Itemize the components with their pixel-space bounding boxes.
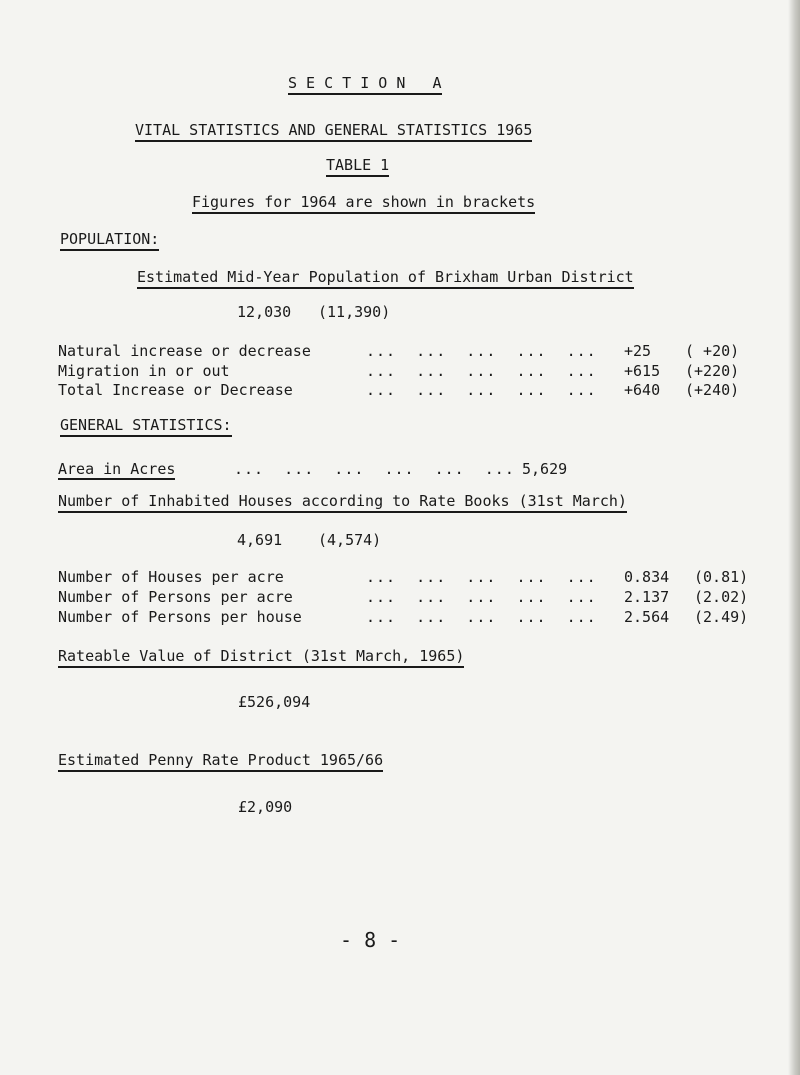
document-title: VITAL STATISTICS AND GENERAL STATISTICS 1965	[135, 121, 532, 142]
leader-dots: ... ... ... ... ...	[366, 381, 597, 399]
table-row	[58, 588, 758, 608]
page-number: - 8 -	[340, 928, 401, 952]
row-value: +25	[624, 342, 652, 360]
table-row	[58, 342, 758, 362]
population-previous: (11,390)	[318, 303, 391, 321]
row-label: Total Increase or Decrease	[58, 381, 293, 399]
table-row	[58, 568, 758, 588]
row-previous: (2.49)	[694, 608, 749, 626]
area-row	[58, 460, 758, 480]
table-row	[58, 608, 758, 628]
population-value: 12,030	[237, 303, 292, 321]
leader-dots: ... ... ... ... ...	[366, 608, 597, 626]
population-heading: POPULATION:	[60, 230, 159, 251]
row-label: Number of Houses per acre	[58, 568, 284, 586]
row-label: Number of Persons per acre	[58, 588, 293, 606]
row-value: +640	[624, 381, 661, 399]
row-previous: (0.81)	[694, 568, 749, 586]
table-label: TABLE 1	[326, 156, 389, 177]
table-row	[58, 381, 758, 401]
brackets-note: Figures for 1964 are shown in brackets	[192, 193, 535, 214]
row-value: 2.564	[624, 608, 670, 626]
row-value: 0.834	[624, 568, 670, 586]
area-label: Area in Acres	[58, 460, 176, 478]
row-value: +615	[624, 362, 661, 380]
houses-value: 4,691	[237, 531, 283, 549]
rateable-heading: Rateable Value of District (31st March, 1965)	[58, 647, 464, 668]
row-label: Number of Persons per house	[58, 608, 302, 626]
area-value: 5,629	[522, 460, 568, 478]
rateable-value: £526,094	[238, 693, 311, 711]
penny-rate-heading: Estimated Penny Rate Product 1965/66	[58, 751, 383, 772]
row-previous: (+240)	[685, 381, 740, 399]
row-previous: ( +20)	[685, 342, 740, 360]
section-heading: S E C T I O N A	[288, 74, 442, 95]
leader-dots: ... ... ... ... ...	[366, 342, 597, 360]
houses-heading: Number of Inhabited Houses according to Rate Books (31st March)	[58, 492, 627, 513]
penny-rate-value: £2,090	[238, 798, 293, 816]
general-heading: GENERAL STATISTICS:	[60, 416, 232, 437]
population-subheading: Estimated Mid-Year Population of Brixham Urban District	[137, 268, 634, 289]
leader-dots: ... ... ... ... ...	[366, 588, 597, 606]
table-row	[58, 362, 758, 382]
row-label: Migration in or out	[58, 362, 230, 380]
row-value: 2.137	[624, 588, 670, 606]
row-previous: (2.02)	[694, 588, 749, 606]
page-edge-shadow	[788, 0, 800, 1075]
houses-previous: (4,574)	[318, 531, 382, 549]
leader-dots: ... ... ... ... ...	[366, 568, 597, 586]
leader-dots: ... ... ... ... ...	[366, 362, 597, 380]
row-previous: (+220)	[685, 362, 740, 380]
row-label: Natural increase or decrease	[58, 342, 311, 360]
leader-dots: ... ... ... ... ... ...	[234, 460, 515, 478]
